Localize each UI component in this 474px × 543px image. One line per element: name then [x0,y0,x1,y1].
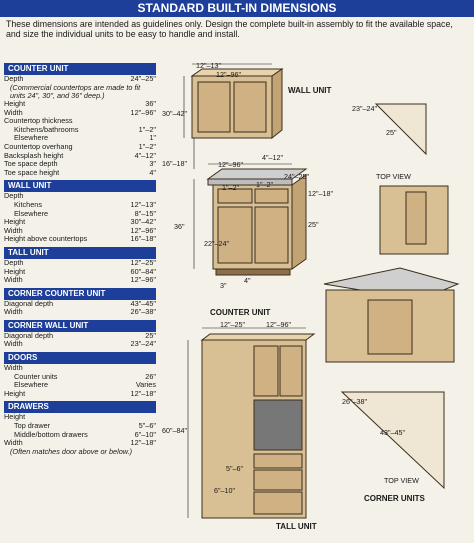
dim-tall-depth: 12"–25" [220,320,246,329]
label-corner-units: CORNER UNITS [364,494,425,503]
spec-value: 23"–24" [130,339,156,349]
spec-label: Width [4,225,23,235]
spec-value: 1" [149,133,156,143]
dim-overhang: 1"–2" [222,183,240,192]
spec-label: Diagonal depth [4,330,54,340]
section-header-corner-counter: CORNER COUNTER UNIT [4,288,156,300]
spec-label: Height [4,388,26,398]
spec-label: Depth [4,257,24,267]
spec-label: Depth [4,191,24,201]
spec-label: Elsewhere [14,380,49,390]
spec-label: Height above countertops [4,234,88,244]
corner-wall-door [406,192,426,244]
spec-value: 6"–10" [134,429,156,439]
dim-thickness: 1"–2" [256,180,274,189]
counter-unit-side [292,175,306,269]
spec-label: Toe space height [4,167,60,177]
spec-row [4,308,156,317]
spec-value: 12"–96" [130,107,156,117]
spec-label: Height [4,217,26,227]
tall-drawer-3 [254,492,302,514]
spec-label: Elsewhere [14,208,49,218]
spec-row [4,390,156,399]
spec-label: Height [4,99,26,108]
dimension-table [4,60,156,456]
spec-label: Width [4,363,23,373]
intro-text: These dimensions are intended as guidelines only. Design the complete built-in assembly to fit the available space, and size the individual units to be easy to handle and install. [6,19,453,39]
spec-value: 4" [149,167,156,177]
spec-value: 8"–15" [134,208,156,218]
spec-row [4,235,156,244]
spec-label: Middle/bottom drawers [14,429,88,439]
section-header-doors: DOORS [4,352,156,364]
label-wall-unit: WALL UNIT [288,86,332,95]
section-header-tall-unit: TALL UNIT [4,247,156,259]
spec-value: 12"–18" [130,438,156,448]
spec-value: 60"–84" [130,266,156,276]
spec-label: Elsewhere [14,133,49,143]
counter-door-right [255,207,288,263]
spec-value: 16"–18" [130,234,156,244]
spec-label: Counter units [14,371,58,381]
spec-label: Toe space depth [4,159,58,169]
tall-drawer-1 [254,454,302,468]
spec-value: 12"–96" [130,225,156,235]
spec-value: 3" [149,159,156,169]
dim-wall-height: 30"–42" [162,109,188,118]
wall-unit-door-left [198,82,230,132]
corner-wall-top-view [376,104,426,154]
oven-panel [254,400,302,450]
spec-value: 12"–96" [130,275,156,285]
spec-value: 12"–25" [130,257,156,267]
dim-wall-depth: 12"–13" [196,61,222,70]
spec-label: Height [4,412,26,422]
dim-corner-counter-width: 26"–38" [342,397,368,406]
counter-door-left [218,207,252,263]
dim-drawer-height: 12"–18" [308,189,334,198]
spec-label: Countertop overhang [4,141,73,151]
toe-kick [216,269,290,275]
spec-label: Depth [4,74,24,83]
section-header-drawers: DRAWERS [4,401,156,413]
tall-unit-top [202,334,314,340]
spec-label: Kitchens/bathrooms [14,124,79,134]
dim-corner-counter-diag: 43"–45" [380,428,406,437]
label-top-view-2: TOP VIEW [384,476,419,485]
spec-value: 26"–38" [130,307,156,317]
dim-corner-door-height: 25" [308,220,319,229]
spec-value: 43"–45" [130,298,156,308]
spec-value: 30"–42" [130,217,156,227]
dim-tall-width: 12"–96" [266,320,292,329]
spec-label: Width [4,275,23,285]
label-top-view-1: TOP VIEW [376,172,411,181]
spec-note: (Commercial countertops are made to fit units 24", 30", and 36" deep.) [10,82,141,100]
section-header-wall-unit: WALL UNIT [4,180,156,192]
spec-label: Width [4,307,23,317]
section-header-corner-wall: CORNER WALL UNIT [4,320,156,332]
cabinet-drawings [158,56,474,543]
spec-label: Countertop thickness [4,116,73,126]
spec-row [4,169,156,178]
corner-counter-door [368,300,412,354]
dim-tall-top-drawer: 5"–6" [226,464,244,473]
dim-above-counter: 16"–18" [162,159,188,168]
label-counter-unit: COUNTER UNIT [210,308,271,317]
spec-label: Kitchens [14,199,42,209]
spec-value: 12"–13" [130,199,156,209]
tall-door-left [254,346,278,396]
section-header-counter-unit: COUNTER UNIT [4,63,156,75]
spec-label: Backsplash height [4,150,64,160]
dim-tall-height: 60"–84" [162,426,188,435]
wall-unit-side [272,69,282,138]
spec-row [4,340,156,349]
dim-counter-width: 12"–96" [218,160,244,169]
spec-note: (Often matches door above or below.) [10,446,133,456]
spec-value: 12"–18" [130,388,156,398]
dim-counter-depth: 24"–25" [284,172,310,181]
cabinet-illustrations [158,56,474,543]
spec-value: Varies [135,380,156,390]
spec-label: Width [4,438,23,448]
spec-label: Width [4,107,23,117]
dim-door-width: 22"–24" [204,239,230,248]
dim-counter-height: 36" [174,222,185,231]
spec-value: 5"–6" [138,421,156,431]
spec-label: Diagonal depth [4,298,54,308]
corner-counter-top-view [342,392,444,488]
tall-door-right [280,346,302,396]
wall-unit-door-right [234,82,266,132]
dim-backsplash: 4"–12" [262,153,284,162]
spec-value: 26" [145,371,156,381]
spec-row [4,276,156,285]
spec-value: 1"–2" [138,141,156,151]
dim-tall-mid-drawer: 6"–10" [214,486,236,495]
spec-value: 25" [145,330,156,340]
dim-corner-wall-diag: 25" [386,128,397,137]
drawer-right [255,189,288,203]
dim-toe-depth: 3" [220,281,227,290]
tall-drawer-2 [254,470,302,490]
label-tall-unit: TALL UNIT [276,522,317,531]
page-title: STANDARD BUILT-IN DIMENSIONS [0,0,474,17]
dim-corner-wall-width: 23"–24" [352,104,378,113]
spec-value: 1"–2" [138,124,156,134]
spec-value: 4"–12" [134,150,156,160]
spec-label: Width [4,339,23,349]
spec-value: 36" [145,99,156,108]
dim-wall-width: 12"–96" [216,70,242,79]
dim-toe-height: 4" [244,276,251,285]
spec-value: 24"–25" [130,74,156,83]
countertop-edge [208,179,292,185]
spec-label: Top drawer [14,421,51,431]
spec-label: Height [4,266,26,276]
